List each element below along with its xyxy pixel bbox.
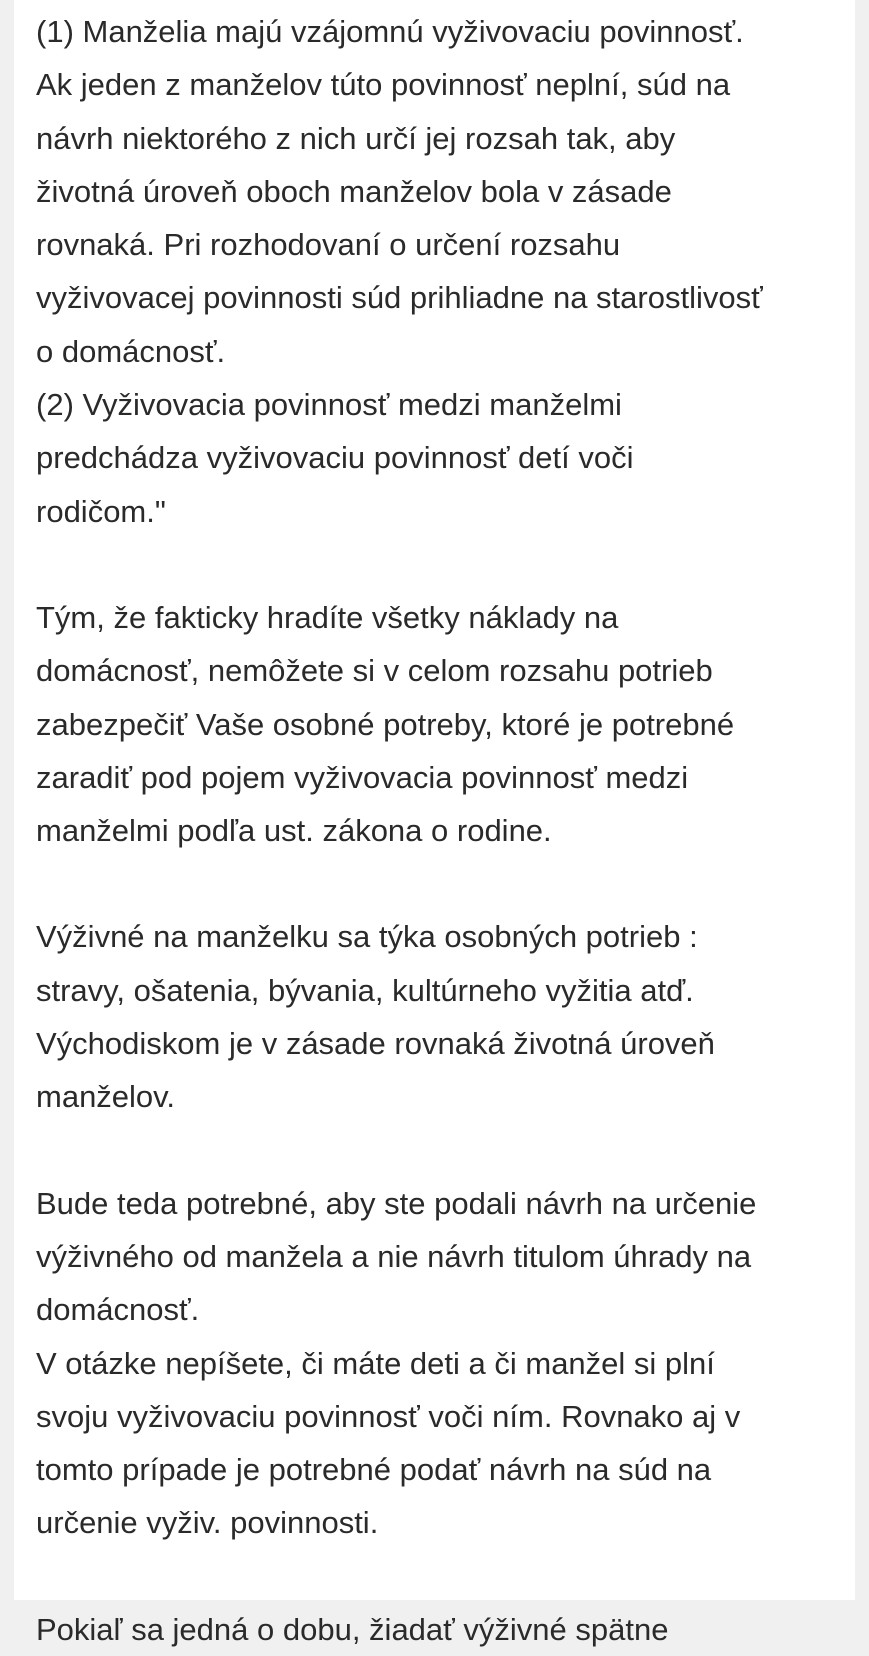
text-line: o domácnosť.	[36, 333, 226, 369]
text-line: manželmi podľa ust. zákona o rodine.	[36, 813, 552, 849]
text-line: manželov.	[36, 1079, 175, 1115]
text-line: predchádza vyživovaciu povinnosť detí voči	[36, 440, 634, 476]
text-line: svoju vyživovaciu povinnosť voči ním. Rovnako aj v	[36, 1398, 741, 1434]
paragraph-law-quote	[36, 5, 846, 538]
paragraph-household-costs	[36, 591, 846, 857]
text-line: Ak jeden z manželov túto povinnosť neplní, súd na	[36, 67, 731, 103]
text-line: Bude teda potrebné, aby ste podali návrh na určenie	[36, 1185, 757, 1221]
text-line: V otázke nepíšete, či máte deti a či manžel si plní	[36, 1345, 715, 1381]
text-line: vyživovacej povinnosti súd prihliadne na starostlivosť	[36, 280, 763, 316]
paragraph-spousal-support	[36, 910, 846, 1123]
text-line: domácnosť.	[36, 1292, 200, 1328]
paragraph-court-petition	[36, 1177, 846, 1550]
text-line: rovnaká. Pri rozhodovaní o určení rozsahu	[36, 227, 621, 263]
text-line: zabezpečiť Vaše osobné potreby, ktoré je potrebné	[36, 706, 735, 742]
text-line: návrh niektorého z nich určí jej rozsah tak, aby	[36, 120, 676, 156]
paragraph-spacer	[36, 857, 846, 910]
text-line: (1) Manželia majú vzájomnú vyživovaciu povinnosť.	[36, 14, 744, 49]
text-line: Východiskom je v zásade rovnaká životná úroveň	[36, 1026, 715, 1062]
paragraph-spacer	[36, 1550, 846, 1603]
text-line: rodičom."	[36, 493, 166, 529]
text-line: životná úroveň oboch manželov bola v zásade	[36, 173, 672, 209]
paragraph-spacer	[36, 1124, 846, 1177]
text-line: (2) Vyživovacia povinnosť medzi manželmi	[36, 387, 622, 423]
text-line: výživného od manžela a nie návrh titulom úhrady na	[36, 1238, 752, 1274]
text-line: tomto prípade je potrebné podať návrh na súd na	[36, 1452, 712, 1488]
text-line: Pokiaľ sa jedná o dobu, žiadať výživné spätne	[36, 1611, 669, 1647]
text-line: Tým, že fakticky hradíte všetky náklady na	[36, 599, 619, 635]
paragraph-spacer	[36, 538, 846, 591]
article-body	[36, 5, 846, 1656]
content-page	[14, 0, 855, 1647]
text-line: zaradiť pod pojem vyživovacia povinnosť medzi	[36, 759, 689, 795]
text-line: stravy, ošatenia, bývania, kultúrneho vyžitia atď.	[36, 972, 694, 1008]
text-line: Výživné na manželku sa týka osobných potrieb :	[36, 919, 698, 955]
text-line: domácnosť, nemôžete si v celom rozsahu potrieb	[36, 653, 713, 689]
paragraph-retroactive	[36, 1603, 846, 1656]
text-line: určenie vyživ. povinnosti.	[36, 1505, 379, 1541]
